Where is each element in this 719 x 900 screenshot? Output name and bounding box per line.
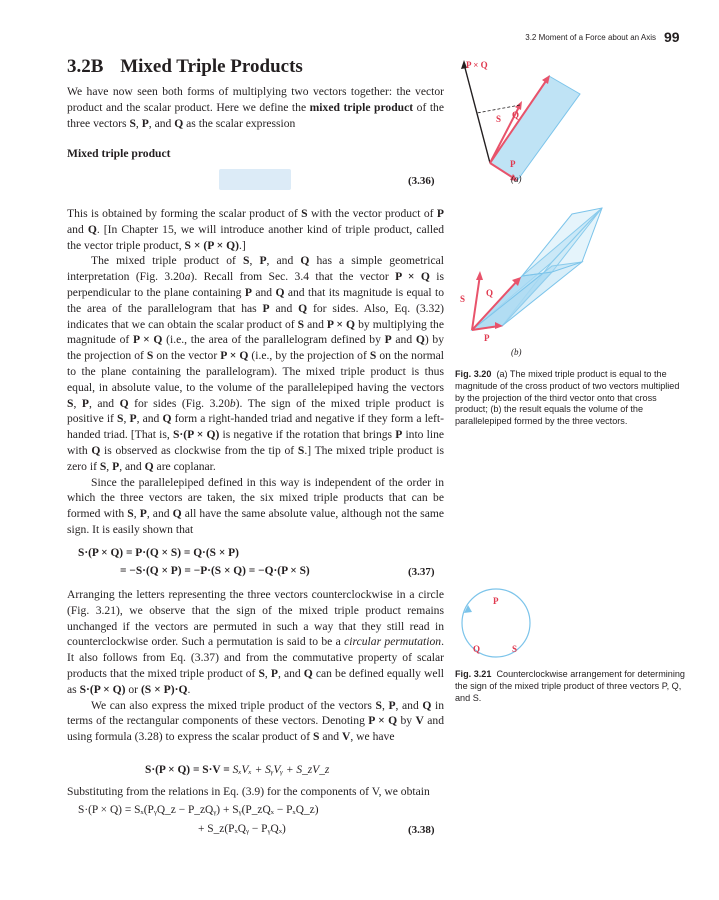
paragraph-6: Substituting from the relations in Eq. (3.9) for the components of V, we obtain [67,785,430,798]
equation-number-3-37: (3.37) [408,566,435,578]
label-q-b: Q [486,288,494,298]
section-title [67,56,303,78]
equation-3-38-line-1: S·(P × Q) = Sₓ(PᵧQ_z − P_zQᵧ) + Sᵧ(P_zQₓ − PₓQ_z) [78,804,319,816]
figure-3-20-caption: Fig. 3.20 (a) The mixed triple product is equal to the magnitude of the cross product of two vectors multiplied by the projection of the third vector onto that cross product; (b) the result equals the volume of the parallelepiped formed by the three vectors. [455,369,680,427]
running-head: 3.2 Moment of a Force about an Axis [525,33,656,42]
figure-3-21-caption: Fig. 3.21 Counterclockwise arrangement for determining the sign of the mixed triple product of three vectors P, Q, and S. [455,669,685,703]
paragraph-2: The mixed triple product of S, P, and Q has a simple geometrical interpretation (Fig. 3.20a). Recall from Sec. 3.4 that the vector P × Q is perpendicular to the plane containing P and Q and that its magnitude is equal to the area of the parallelogram that has P and Q for sides. Also, Eq. (3.32) indicates that we can obtain the scalar product of S and P × Q by multiplying the magnitude of P × Q (i.e., the area of the parallelogram defined by P and Q) by the projection of S on the vector P × Q (i.e., by the projection of S on the normal to the plane containing the parallelogram). The mixed triple product is thus equal, in absolute value, to the volume of the parallelepiped having the vectors S, P, and Q for sides (Fig. 3.20b). The sign of the mixed triple product is positive if S, P, and Q form a right-handed triad and negative if they form a left-handed triad. [That is, S·(P × Q) is negative if the rotation that brings P into line with Q is observed as clockwise from the tip of S.] The mixed triple product is zero if S, P, and Q are coplanar. [67,254,445,473]
equation-3-37-line-1: S·(P × Q) = P·(Q × S) = Q·(S × P) [78,547,239,559]
paragraph-3: Since the parallelepiped defined in this way is independent of the order in which the three vectors are taken, the six mixed triple products that can be formed with S, P, and Q all have the same absolute value, although not the same sign. It is easily shown that [67,475,444,536]
circle-label-p: P [493,596,499,606]
figure-3-20b [452,200,622,348]
section-heading: Mixed Triple Products [120,56,303,77]
label-p: P [510,159,516,169]
paragraph-4: Arranging the letters representing the three vectors counterclockwise in a circle (Fig. 3.21), we observe that the sign of the mixed triple product remains unchanged if the vectors are permuted in such a way that they still read in counterclockwise order. Such a permutation is said to be a circular permutation. It also follows from Eq. (3.37) and from the commutative property of scalar products that the mixed triple product of S, P, and Q can be defined equally well as S·(P × Q) or (S × P)·Q. [67,588,445,696]
circle-label-q: Q [473,644,481,654]
label-p-cross-q: P × Q [466,60,488,70]
figure-3-21 [452,585,552,665]
vector-s-arrowhead-b [476,271,483,280]
equation-3-38-line-2: + S_z(PₓQᵧ − PᵧQₓ) [198,823,286,835]
figure-3-20b-label: (b) [511,347,522,357]
intro-paragraph: We have now seen both forms of multiplying two vectors together: the vector product and the scalar product. Here we define the mixed triple product of the three vectors S, P, and Q as the scalar expression [67,85,444,130]
label-s: S [496,114,502,124]
section-number: 3.2B [67,56,104,77]
page-number: 99 [664,29,680,45]
equation-number-3-36: (3.36) [408,175,435,187]
figure-3-20a [452,50,622,190]
circle-label-s: S [512,644,518,654]
paragraph-1: This is obtained by forming the scalar product of S with the vector product of P and Q. [In Chapter 15, we will introduce another kind of triple product, called the vector triple product, S × (P × Q).] [67,207,445,252]
label-p-b: P [484,333,490,343]
paragraph-5: We can also express the mixed triple product of the vectors S, P, and Q in terms of the rectangular components of these vectors. Denoting P × Q by V and using formula (3.28) to express the scalar product of S and V, we have [67,698,445,744]
figure-3-20a-label: (a) [511,174,522,184]
equation-3-36-box [219,169,291,190]
equation-s-dot-v: S·(P × Q) = S·V = SₓVₓ + SᵧVᵧ + S_zV_z [145,764,330,776]
label-q: Q [512,110,520,120]
label-s-b: S [460,294,466,304]
body-paragraphs [67,206,444,538]
body-paragraphs-2 [67,587,444,745]
cross-product-arrow [464,64,490,163]
equation-3-37-line-2: = −S·(Q × P) = −P·(S × Q) = −Q·(P × S) [120,565,310,577]
equation-number-3-38: (3.38) [408,824,435,836]
margin-label: Mixed triple product [67,147,171,160]
parallelepiped-top-face [522,208,602,276]
parallelogram-plane [490,76,580,181]
